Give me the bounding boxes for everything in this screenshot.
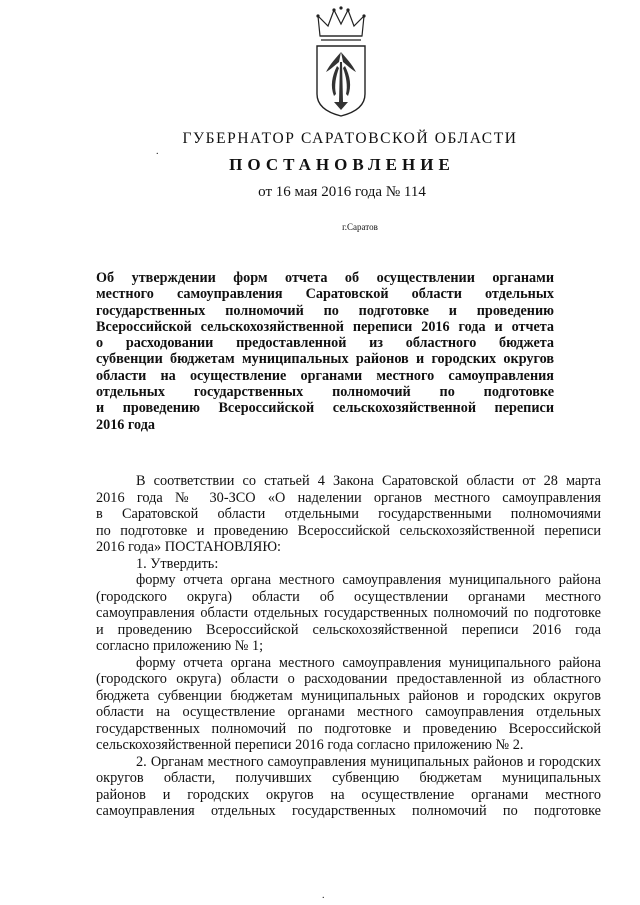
- body-line: форму отчета органа местного самоуправления муниципального района: [136, 654, 601, 671]
- body-line: самоуправления области отдельных государственных полномочий по подготовке: [96, 605, 601, 621]
- document-date-number: от 16 мая 2016 года № 114: [258, 184, 426, 200]
- body-line: области на осуществление органами местного самоуправления отдельных: [96, 704, 601, 720]
- body-line: 2016 года» ПОСТАНОВЛЯЮ:: [96, 539, 282, 555]
- body-line: округов области, получивших субвенцию бюджетам муниципальных: [96, 770, 601, 786]
- document-body: [96, 473, 601, 820]
- body-line: форму отчета органа местного самоуправления муниципального района: [136, 572, 601, 588]
- body-line: районов и городских округов на осуществление органами местного: [96, 786, 601, 803]
- body-line: (городского округа) области об осуществлении органами местного: [96, 588, 601, 605]
- title-line: местного самоуправления Саратовской области отдельных: [96, 286, 554, 303]
- title-line: государственных полномочий по подготовке и проведению: [96, 302, 554, 319]
- body-line: 2016 года № 30-ЗСО «О наделении органов местного самоуправления: [96, 489, 601, 506]
- body-line: по подготовке и проведению Всероссийской сельскохозяйственной переписи: [96, 522, 601, 539]
- body-line: сельскохозяйственной переписи 2016 года согласно приложению № 2.: [96, 737, 524, 753]
- title-line: субвенции бюджетам муниципальных районов и городских округов: [96, 351, 554, 368]
- body-line: бюджета субвенции бюджетам муниципальных районов и городских округов: [96, 687, 601, 704]
- body-line: государственных полномочий по подготовке и проведению Всероссийской: [96, 720, 601, 737]
- body-line: и проведению Всероссийской сельскохозяйственной переписи 2016 года: [96, 621, 601, 638]
- body-line: 2. Органам местного самоуправления муниципальных районов и городских: [136, 753, 601, 770]
- title-line: Всероссийской сельскохозяйственной переписи 2016 года и отчета: [96, 318, 554, 335]
- scan-dot: .: [156, 146, 159, 157]
- body-line: В соответствии со статьей 4 Закона Саратовской области от 28 марта: [136, 473, 601, 489]
- title-line: Об утверждении форм отчета об осуществлении органами: [96, 270, 554, 286]
- title-line: отдельных государственных полномочий по подготовке: [96, 384, 554, 401]
- document-subject-title: [96, 270, 554, 433]
- body-line: согласно приложению № 1;: [96, 638, 264, 654]
- scan-dot: .: [322, 890, 325, 901]
- document-type-title: ПОСТАНОВЛЕНИЕ: [229, 155, 455, 174]
- body-line: 1. Утвердить:: [136, 555, 219, 572]
- title-line: о расходовании предоставленной из областного бюджета: [96, 335, 554, 352]
- title-line: области на осуществление органами местного самоуправления: [96, 367, 554, 384]
- body-line: в Саратовской области отдельными государственными полномочиями: [96, 506, 601, 522]
- issuing-authority: ГУБЕРНАТОР САРАТОВСКОЙ ОБЛАСТИ: [182, 130, 518, 147]
- document-city: г.Саратов: [342, 222, 378, 232]
- title-line: 2016 года: [96, 416, 155, 433]
- title-line: и проведению Всероссийской сельскохозяйственной переписи: [96, 400, 554, 417]
- body-line: самоуправления отдельных государственных полномочий по подготовке: [96, 803, 601, 819]
- coat-of-arms-emblem: [312, 6, 370, 118]
- body-line: (городского округа) области о расходовании предоставленной из областного: [96, 671, 601, 687]
